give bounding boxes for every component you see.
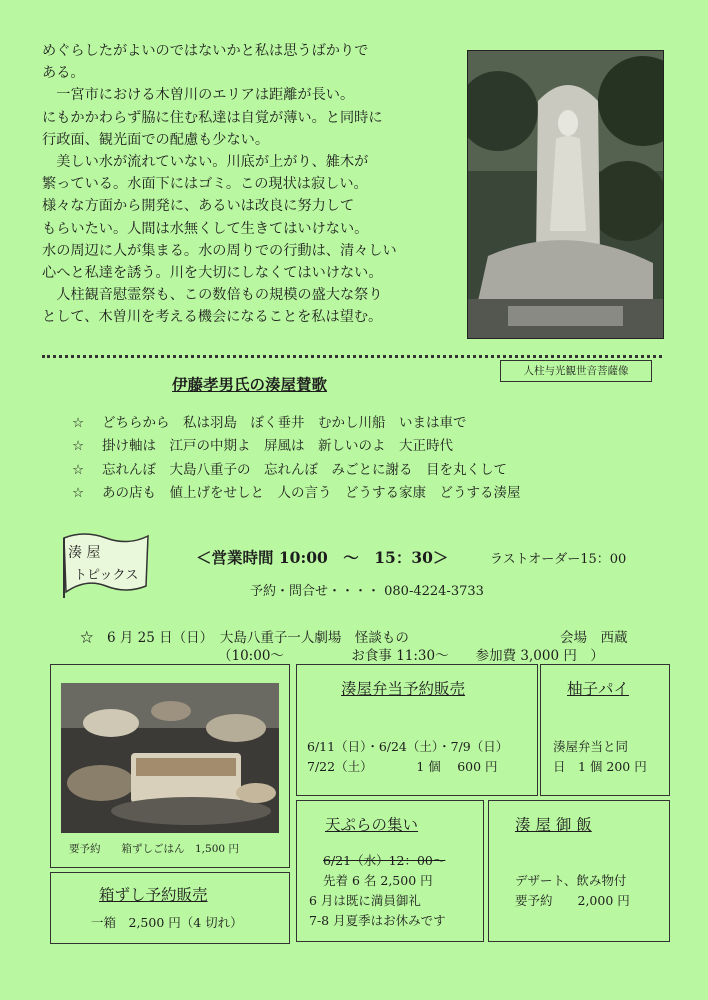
- hakozushi-title: 箱ずし予約販売: [99, 886, 208, 904]
- song-verses: [72, 412, 521, 506]
- star-icon: ☆: [72, 438, 85, 455]
- business-hours: ＜営業時間 10:00 〜 15：30＞: [196, 548, 449, 567]
- bento-price: 7/22（土） 1 個 600 円: [307, 759, 498, 774]
- star-icon: ☆: [72, 485, 85, 502]
- bento-title: 湊屋弁当予約販売: [341, 680, 466, 698]
- song-verse: [72, 412, 521, 435]
- tempura-title: 天ぷらの集い: [325, 816, 419, 834]
- bento-box: [296, 664, 538, 796]
- statue-photo-image: [468, 51, 663, 338]
- verse-text: 掛け軸は 江戸の中期よ 屏風は 新しいのよ 大正時代: [102, 438, 453, 455]
- food-photo-image: [61, 683, 279, 833]
- verse-text: あの店も 値上げをせしと 人の言う どうする家康 どうする湊屋: [102, 485, 521, 502]
- photo-caption: 人柱与光観世音菩薩像: [500, 360, 652, 382]
- song-verse: [72, 482, 521, 505]
- event-details: （10:00〜 お食事 11:30〜 参加費 3,000 円 ）: [218, 648, 604, 664]
- tempura-box: [296, 800, 484, 942]
- star-icon: ☆: [72, 461, 85, 478]
- verse-text: 忘れんぼ 大島八重子の 忘れんぼ みごとに謝る 目を丸くして: [102, 461, 507, 478]
- essay-line: 美しい水が流れていない。川底が上がり、雑木が: [42, 154, 369, 171]
- song-title: 伊藤孝男氏の湊屋賛歌: [172, 375, 328, 394]
- essay-line: 行政面、観光面での配慮も少ない。: [42, 131, 270, 148]
- event-venue: 会場 西蔵: [560, 630, 628, 646]
- hakozushi-photo-box: [50, 664, 290, 868]
- yuzu-pie-box: [540, 664, 670, 796]
- tempura-date: 6/21（水）12：00〜: [323, 853, 446, 868]
- flag-label-1: 湊 屋: [68, 545, 101, 561]
- song-verse: [72, 459, 521, 482]
- hakozushi-box: [50, 872, 290, 944]
- kannon-statue-photo: [467, 50, 664, 339]
- essay-line: 一宮市における木曽川のエリアは距離が長い。: [42, 87, 355, 104]
- essay-line: 繁っている。水面下にはゴミ。この現状は寂しい。: [42, 176, 368, 193]
- event-line: ☆ 6 月 25 日（日） 大島八重子一人劇場 怪談もの: [80, 630, 409, 646]
- tempura-status: 6 月は既に満員御礼: [309, 893, 421, 908]
- last-order: ラストオーダー15：00: [490, 552, 627, 567]
- essay-line: ある。: [42, 65, 85, 82]
- essay-line: にもかかわらず脇に住む私達は自覚が薄い。と同時に: [42, 109, 383, 126]
- flag-label-2: トピックス: [74, 568, 139, 583]
- gohan-price: 要予約 2,000 円: [515, 893, 630, 908]
- tempura-price: 先着 6 名 2,500 円: [323, 873, 433, 888]
- reservation-contact: 予約・問合せ・・・・ 080-4224-3733: [250, 584, 484, 599]
- yuzu-price: 日 1 個 200 円: [553, 759, 647, 774]
- yuzu-text: 湊屋弁当と同: [553, 739, 629, 754]
- essay-line: 人柱観音慰霊祭も、この数倍もの規模の盛大な祭り: [42, 287, 383, 304]
- essay-line: 水の周辺に人が集まる。水の周りでの行動は、清々しい: [42, 242, 397, 259]
- gohan-text: デザート、飲み物付: [515, 873, 627, 888]
- minatoya-gohan-box: [488, 800, 670, 942]
- dotted-divider: [42, 355, 662, 358]
- photo-caption: 要予約 箱ずしごはん 1,500 円: [69, 843, 239, 855]
- essay-line: もらいたい。人間は水無くして生きてはいけない。: [42, 220, 369, 237]
- verse-text: どちらから 私は羽島 ぼく垂井 むかし川船 いまは車で: [102, 415, 467, 431]
- hakozushi-price: 一箱 2,500 円（4 切れ）: [91, 915, 243, 930]
- essay-line: 心へと私達を誘う。川を大切にしなくてはいけない。: [42, 265, 383, 282]
- essay-line: 様々な方面から開発に、あるいは改良に努力して: [42, 198, 355, 215]
- essay-line: めぐらしたがよいのではないかと私は思うばかりで: [42, 43, 369, 59]
- tempura-holiday: 7-8 月夏季はお休みです: [309, 913, 446, 928]
- song-verse: [72, 435, 521, 458]
- star-icon: ☆: [72, 415, 85, 431]
- yuzu-title: 柚子パイ: [567, 680, 630, 698]
- gohan-title: 湊 屋 御 飯: [515, 816, 592, 834]
- essay-line: として、木曽川を考える機会になることを私は望む。: [42, 309, 383, 326]
- topics-flag: [60, 528, 152, 600]
- essay-text: [42, 40, 462, 329]
- bento-dates: 6/11（日）・6/24（土）・7/9（日）: [307, 739, 509, 754]
- hakozushi-photo: [61, 683, 279, 833]
